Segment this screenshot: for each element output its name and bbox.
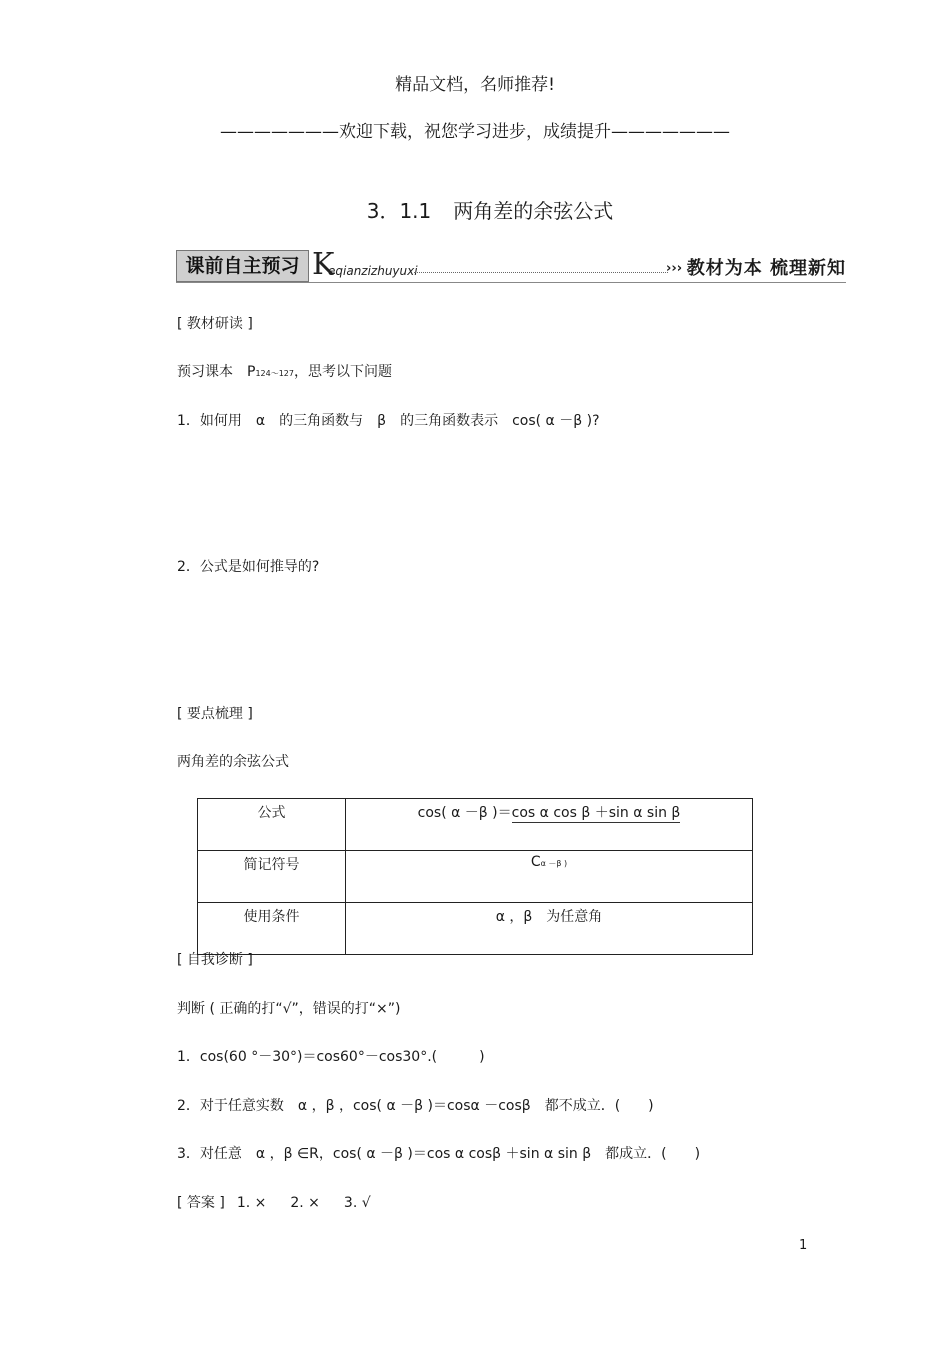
banner-k-letter: K — [312, 247, 335, 282]
table-row — [198, 903, 753, 955]
banner-pinyin: eqianzizhuyuxi — [328, 264, 418, 278]
symbol-subscript: α －β ) — [540, 859, 568, 868]
header-line-2: ———————欢迎下载，祝您学习进步，成绩提升——————— — [220, 122, 730, 142]
diagnosis-instruction: 判断 ( 正确的打“√”，错误的打“×”) — [177, 1001, 401, 1017]
banner-underline — [176, 282, 846, 283]
diagnosis-item-3: 3．对任意 α ，β ∈R，cos( α －β )＝cos α cosβ ＋sin α sin β 都成立．( ) — [177, 1146, 701, 1162]
reading-intro-pages: 124～127 — [255, 369, 294, 378]
formula-label-cell: 公式 — [198, 799, 346, 851]
formula-expansion: cos α cos β ＋sin α sin β — [511, 805, 681, 821]
table-row — [198, 851, 753, 903]
question-1: 1．如何用 α 的三角函数与 β 的三角函数表示 cos( α －β )? — [177, 413, 600, 429]
banner-arrows-icon: ››› — [666, 261, 683, 276]
section-title-text: 两角差的余弦公式 — [453, 199, 614, 223]
symbol-label-cell: 简记符号 — [198, 851, 346, 903]
points-subheading: 两角差的余弦公式 — [177, 754, 289, 770]
reading-intro — [177, 361, 392, 381]
banner-right-text: 教材为本 梳理新知 — [686, 258, 846, 279]
answer-3: 3. √ — [343, 1195, 371, 1211]
header-line-1: 精品文档，名师推荐! — [395, 75, 555, 95]
answer-2: 2. × — [290, 1195, 320, 1211]
reading-intro-prefix: 预习课本 P — [177, 364, 256, 380]
table-row — [198, 799, 753, 851]
section-title — [0, 195, 950, 224]
formula-table — [197, 798, 753, 955]
diagnosis-heading: [ 自我诊断 ] — [177, 952, 253, 968]
condition-value-cell: α ，β 为任意角 — [346, 903, 753, 955]
answer-label: [ 答案 ] — [177, 1195, 225, 1211]
diagnosis-item-2: 2．对于任意实数 α ，β ，cos( α －β )＝cosα －cosβ 都不成立．( ) — [177, 1098, 654, 1114]
condition-label-cell: 使用条件 — [198, 903, 346, 955]
symbol-value-cell — [346, 851, 753, 903]
question-2: 2．公式是如何推导的? — [177, 559, 320, 575]
formula-value-cell — [346, 799, 753, 851]
answer-1: 1. × — [236, 1195, 267, 1211]
preview-banner — [176, 247, 846, 284]
points-heading: [ 要点梳理 ] — [177, 706, 253, 722]
section-number: 3．1.1 — [366, 199, 432, 223]
reading-heading: [ 教材研读 ] — [177, 316, 253, 332]
diagnosis-item-1: 1．cos(60 °－30°)＝cos60°－cos30°.( ) — [177, 1049, 485, 1065]
answer-line — [177, 1192, 371, 1212]
reading-intro-suffix: ，思考以下问题 — [294, 364, 392, 380]
banner-dotted-line — [414, 272, 668, 273]
banner-label: 课前自主预习 — [176, 250, 309, 282]
formula-prefix: cos( α －β )＝ — [417, 805, 512, 821]
page-number: 1 — [799, 1238, 808, 1253]
symbol-letter: C — [530, 854, 541, 870]
